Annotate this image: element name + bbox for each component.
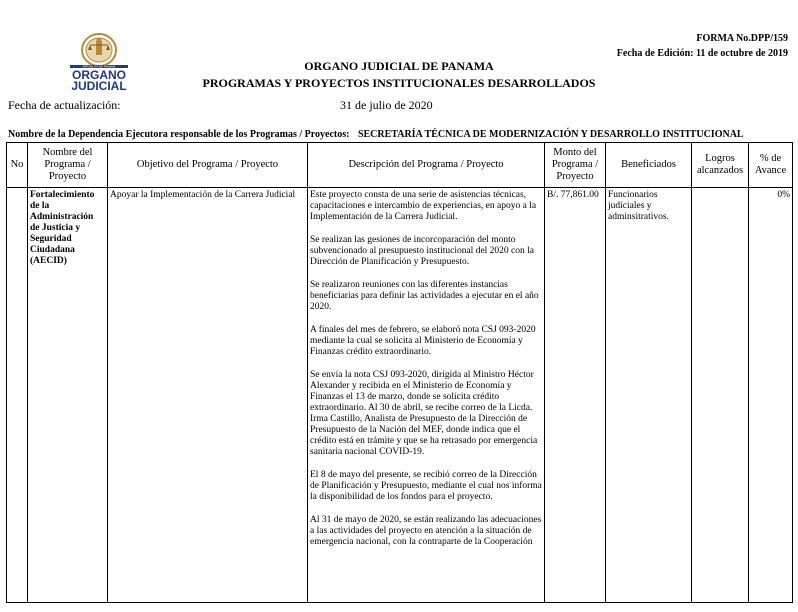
col-header-achievements: Logros alcanzados bbox=[692, 143, 749, 188]
col-header-no: No bbox=[7, 143, 28, 188]
svg-text:REPUBLICA DE PANAMA: REPUBLICA DE PANAMA bbox=[82, 64, 116, 69]
description-paragraph: Se realizan las gesiones de incorcoparación del monto subvencionado al presupuesto institucional del 2020 con la Dirección de Planificación y Presupuesto. bbox=[310, 235, 534, 267]
col-header-description: Descripción del Programa / Proyecto bbox=[308, 143, 545, 188]
cell-beneficiaries: Funcionarios judiciales y adminsitrativos. bbox=[606, 188, 692, 603]
description-paragraph: Se envía la nota CSJ 093-2020, dirigida al Ministro Héctor Alexander y recibida en el Ministerio de Economía y Finanzas el 13 de marzo, donde se solicita crédito extraordinario. Al 30 de abril, se recibe correo de la Licda. Irma Castillo, Analista de Presupuesto de la Dirección de Presupuesto de la Nación del MEF, donde indica que el crédito está en trámite y que se ha retrasado por emergencia sanitaria nacional COVID-19. bbox=[310, 370, 538, 457]
col-header-objective: Objetivo del Programa / Proyecto bbox=[108, 143, 308, 188]
col-header-beneficiaries: Beneficiados bbox=[606, 143, 692, 188]
cell-no bbox=[7, 188, 28, 603]
projects-table bbox=[6, 142, 793, 603]
table-row bbox=[7, 188, 793, 603]
svg-text:ORGANO: ORGANO bbox=[72, 68, 126, 82]
col-header-amount: Monto del Programa / Proyecto bbox=[545, 143, 606, 188]
dependency-label: Nombre de la Dependencia Ejecutora responsable de los Programas / Proyectos: bbox=[8, 129, 350, 140]
cell-description bbox=[308, 188, 545, 603]
cell-project-name: Fortalecimiento de la Administración de Justicia y Seguridad Ciudadana (AECID) bbox=[28, 188, 108, 603]
document-subtitle: PROGRAMAS Y PROYECTOS INSTITUCIONALES DESARROLLADOS bbox=[202, 76, 596, 90]
col-header-name: Nombre del Programa / Proyecto bbox=[28, 143, 108, 188]
cell-objective: Apoyar la Implementación de la Carrera Judicial bbox=[108, 188, 308, 603]
svg-text:JUDICIAL: JUDICIAL bbox=[71, 79, 127, 92]
description-paragraph: El 8 de mayo del presente, se recibió correo de la Dirección de Planificación y Presupuesto, mediante el cual nos informa la disponibilidad de los fondos para el proyecto. bbox=[310, 470, 542, 502]
update-date-label: Fecha de actualización: bbox=[8, 98, 121, 112]
description-paragraph: A finales del mes de febrero, se elaboró nota CSJ 093-2020 mediante la cual se solicita al Ministerio de Economía y Finanzas crédito extraordinario. bbox=[310, 325, 536, 357]
edition-date: Fecha de Edición: 11 de octubre de 2019 bbox=[616, 48, 788, 59]
cell-achievements bbox=[692, 188, 749, 603]
dependency-value: SECRETARÍA TÉCNICA DE MODERNIZACIÓN Y DESARROLLO INSTITUCIONAL bbox=[357, 129, 744, 140]
description-paragraph: Este proyecto consta de una serie de asistencias técnicas, capacitaciones e intercambio de experiencias, en apoyo a la Implementación de la Carrera Judicial. bbox=[310, 190, 537, 222]
table-header-row bbox=[7, 143, 793, 188]
col-header-progress: % de Avance bbox=[749, 143, 793, 188]
update-date-value: 31 de julio de 2020 bbox=[340, 98, 433, 112]
description-paragraph: Al 31 de mayo de 2020, se están realizando las adecuaciones a las actividades del proyecto en atención a la situación de emergencia nacional, con la contraparte de la Cooperación bbox=[310, 515, 542, 547]
description-paragraph: Se realizaron reuniones con las diferentes instancias beneficiarias para definir las actividades a ejecutar en el año 2020. bbox=[310, 280, 539, 312]
document-title: ORGANO JUDICIAL DE PANAMA bbox=[304, 59, 494, 73]
cell-progress: 0% bbox=[749, 188, 793, 603]
dependency-line bbox=[8, 129, 744, 140]
form-number: FORMA No.DPP/159 bbox=[696, 33, 788, 44]
cell-amount: B/. 77,861.00 bbox=[545, 188, 606, 603]
